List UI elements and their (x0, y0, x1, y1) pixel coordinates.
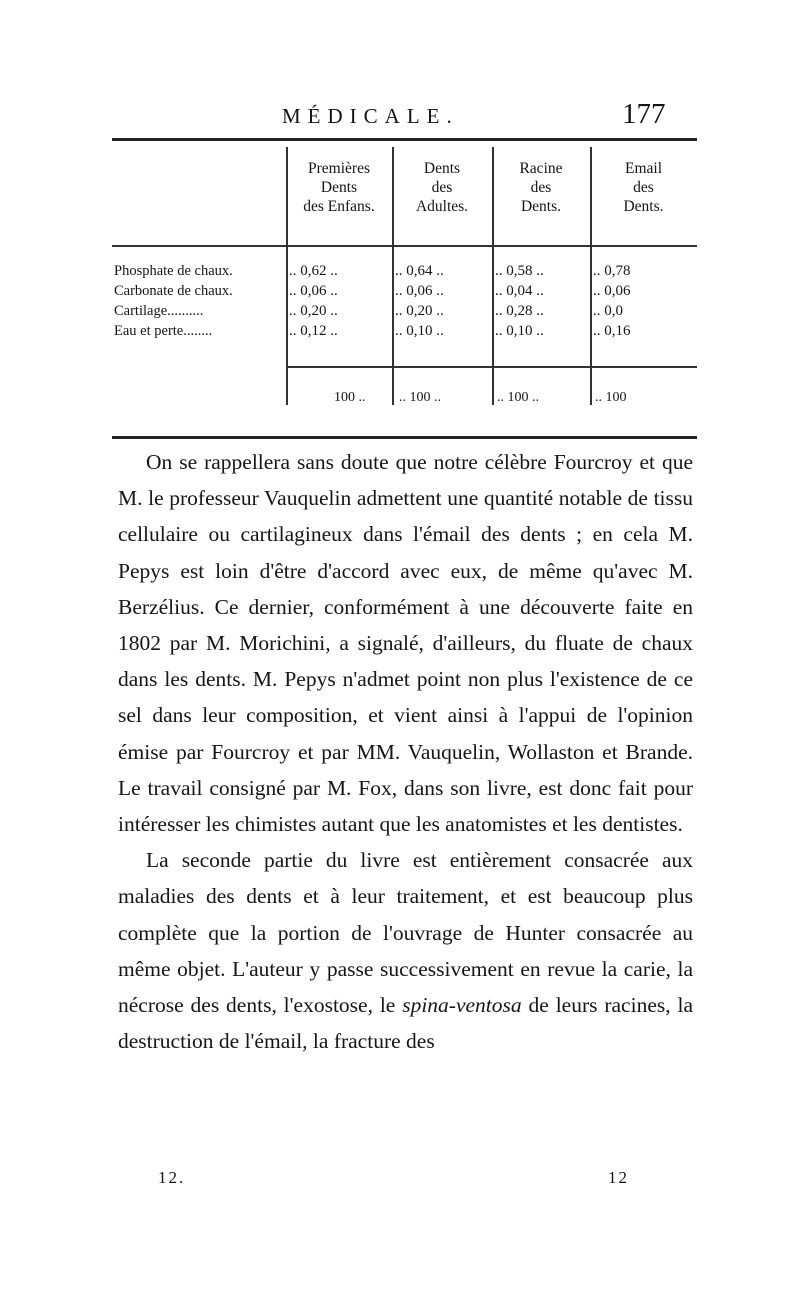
table-cell: .. 0,04 .. (495, 283, 544, 299)
header-rule (112, 245, 697, 247)
column-header-line: Racine (519, 160, 563, 177)
table-cell: .. 0,78 (593, 263, 631, 279)
column-header-line: Dents (320, 179, 358, 196)
table-cell: .. 0,20 .. (289, 303, 338, 319)
row-label: Cartilage.......... (114, 303, 204, 319)
table-cell: .. 0,10 .. (395, 323, 444, 339)
running-title: MÉDICALE. (282, 104, 459, 128)
column-header-line: des (431, 179, 453, 196)
column-header-line: des Enfans. (303, 198, 375, 215)
page-number: 177 (622, 98, 666, 130)
table-cell: .. 0,62 .. (289, 263, 338, 279)
table-cell: .. 0,58 .. (495, 263, 544, 279)
row-label: Carbonate de chaux. (114, 283, 233, 299)
table-cell: .. 0,12 .. (289, 323, 338, 339)
row-label: Phosphate de chaux. (114, 263, 233, 279)
paragraph (118, 444, 693, 842)
table-cell: .. 0,06 (593, 283, 631, 299)
paragraph-text: de leurs racines, la destruction de l'émail, la fracture des (118, 993, 693, 1054)
column-header-line: Dents (423, 160, 461, 177)
table-cell: .. 0,20 .. (395, 303, 444, 319)
total-cell: .. 100 .. (399, 390, 441, 405)
paragraph (118, 842, 693, 1059)
total-cell: 100 .. (334, 390, 366, 405)
column-header-line: Email (624, 160, 663, 177)
column-header-line: Premières (308, 160, 370, 177)
sum-rule (286, 366, 697, 368)
table-cell: .. 0,16 (593, 323, 631, 339)
signature-mark-left: 12. (158, 1168, 186, 1187)
paragraph-text: On se rappellera sans doute que notre célèbre Fourcroy et que M. le professeur Vauquelin admettent une quantité notable de tissu cellulaire ou cartilagineux dans l'émail des dents ; en cela M. Pepys est loin d'être d'accord avec eux, de même qu'avec M. Berzélius. Ce dernier, conformément à une découverte faite en 1802 par M. Morichini, a signalé, d'ailleurs, du fluate de chaux dans les dents. M. Pepys n'admet point non plus l'existence de ce sel dans leur composition, et vient ainsi à l'appui de l'opinion émise par Fourcroy et par MM. Vauquelin, Wollaston et Brande. Le travail consigné par M. Fox, dans son livre, est donc fait pour intéresser les chimistes autant que les anatomistes et les dentistes. (118, 450, 693, 837)
column-header (286, 159, 392, 216)
signature-mark-right: 12 (608, 1168, 629, 1187)
table-cell: .. 0,06 .. (395, 283, 444, 299)
column-header-line: des (530, 179, 552, 196)
table-cell: .. 0,28 .. (495, 303, 544, 319)
body-text (118, 444, 693, 1059)
column-header-line: Dents. (623, 198, 664, 215)
composition-table (112, 141, 697, 436)
table-cell: .. 0,06 .. (289, 283, 338, 299)
table-cell: .. 0,0 (593, 303, 623, 319)
total-cell: .. 100 (595, 390, 627, 405)
column-header (590, 159, 697, 216)
total-cell: .. 100 .. (497, 390, 539, 405)
italic-term: spina-ventosa (402, 993, 522, 1018)
table-cell: .. 0,10 .. (495, 323, 544, 339)
column-header (392, 159, 492, 216)
column-header (492, 159, 590, 216)
row-label: Eau et perte........ (114, 323, 213, 339)
column-header-line: Adultes. (415, 198, 469, 215)
column-header-line: Dents. (520, 198, 562, 215)
column-header-line: des (633, 179, 654, 196)
table-cell: .. 0,64 .. (395, 263, 444, 279)
table-bottom-rule (112, 436, 697, 439)
paragraph-text: La seconde partie du livre est entièrement consacrée aux maladies des dents et à leur traitement, et est beaucoup plus complète que la portion de l'ouvrage de Hunter consacrée au même objet. L'auteur y passe successivement en revue la carie, la nécrose des dents, l'exostose, le (118, 848, 693, 1018)
running-head (0, 98, 800, 138)
